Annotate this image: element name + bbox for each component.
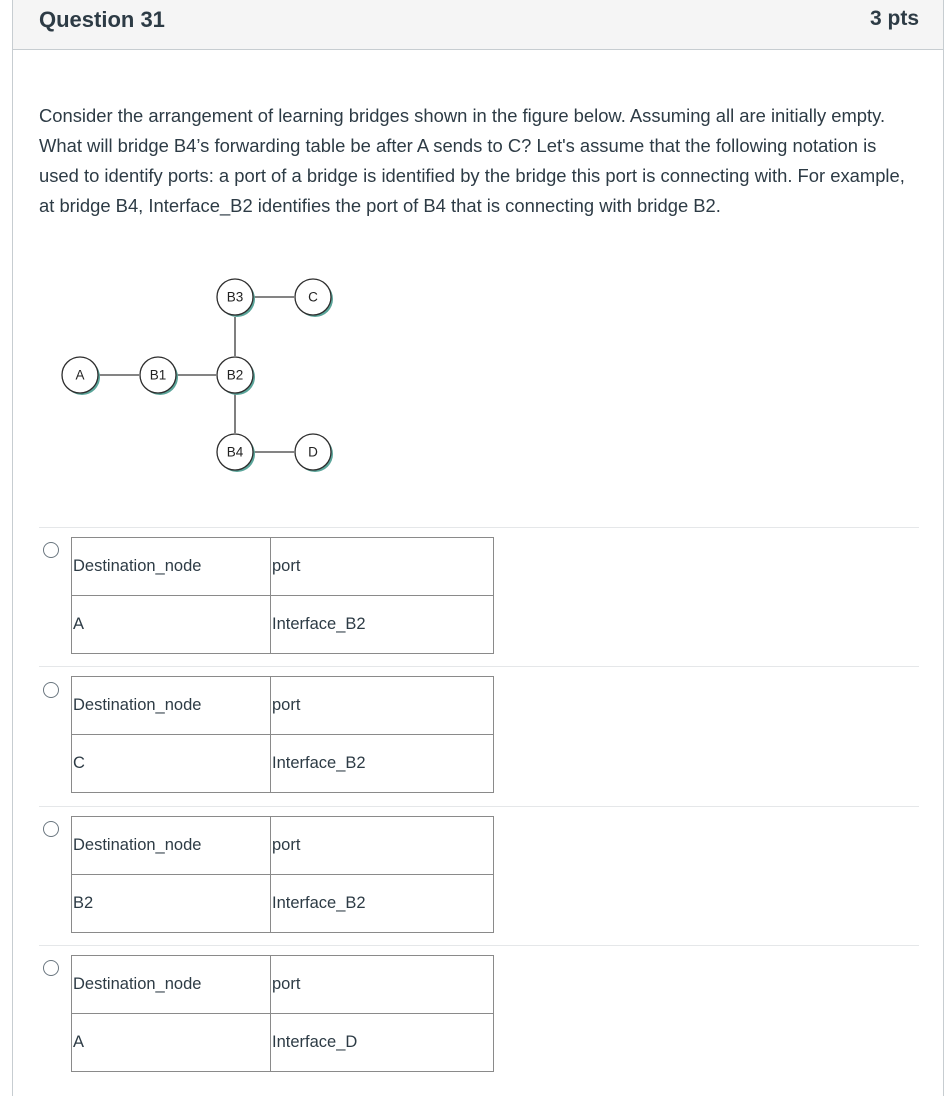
svg-text:C: C bbox=[308, 289, 318, 305]
node-a bbox=[62, 357, 100, 395]
answer-divider bbox=[39, 806, 919, 807]
svg-text:D: D bbox=[308, 444, 318, 460]
table-cell: C bbox=[72, 735, 271, 793]
answer-radio-4[interactable] bbox=[43, 960, 59, 976]
answer-radio-3[interactable] bbox=[43, 821, 59, 837]
svg-text:B1: B1 bbox=[149, 367, 167, 383]
node-b3 bbox=[217, 279, 255, 317]
question-text: Consider the arrangement of learning bridges shown in the figure below. Assuming all are initially empty. What will bridge B4’s forwarding table be after A sends to C? Let's assume that the following notation is used to identify ports: a port of a bridge is identified by the bridge this port is connecting with. For example, at bridge B4, Interface_B2 identifies the port of B4 that is connecting with bridge B2. bbox=[39, 105, 905, 216]
answer-radio-1[interactable] bbox=[43, 542, 59, 558]
table-row bbox=[72, 956, 494, 1014]
table-row bbox=[72, 1014, 494, 1072]
table-row bbox=[72, 538, 494, 596]
table-cell: port bbox=[271, 538, 494, 596]
table-cell: Destination_node bbox=[72, 956, 271, 1014]
node-b1 bbox=[140, 357, 178, 395]
table-cell: Destination_node bbox=[72, 817, 271, 875]
table-row bbox=[72, 677, 494, 735]
table-cell: A bbox=[72, 596, 271, 654]
table-cell: B2 bbox=[72, 875, 271, 933]
table-cell: Interface_D bbox=[271, 1014, 494, 1072]
svg-text:A: A bbox=[75, 367, 85, 383]
question-header bbox=[13, 0, 943, 50]
answer-table-3 bbox=[71, 816, 494, 933]
answer-radio-2[interactable] bbox=[43, 682, 59, 698]
table-row bbox=[72, 875, 494, 933]
table-row bbox=[72, 817, 494, 875]
question-card bbox=[12, 0, 944, 1096]
node-d bbox=[295, 434, 333, 472]
answer-table-1 bbox=[71, 537, 494, 654]
table-cell: Interface_B2 bbox=[271, 875, 494, 933]
svg-text:B2: B2 bbox=[226, 367, 244, 383]
table-cell: port bbox=[271, 956, 494, 1014]
question-points: 3 pts bbox=[869, 7, 919, 30]
table-row bbox=[72, 735, 494, 793]
bridge-diagram bbox=[46, 278, 346, 478]
svg-text:B4: B4 bbox=[226, 444, 244, 460]
answer-divider bbox=[39, 666, 919, 667]
svg-text:B3: B3 bbox=[226, 289, 244, 305]
answer-divider bbox=[39, 527, 919, 528]
table-cell: Interface_B2 bbox=[271, 596, 494, 654]
table-cell: A bbox=[72, 1014, 271, 1072]
node-c bbox=[295, 279, 333, 317]
table-cell: Destination_node bbox=[72, 677, 271, 735]
node-b4 bbox=[217, 434, 255, 472]
table-cell: port bbox=[271, 817, 494, 875]
table-cell: Interface_B2 bbox=[271, 735, 494, 793]
question-title: Question 31 bbox=[39, 7, 165, 32]
node-b2 bbox=[217, 357, 255, 395]
answer-table-2 bbox=[71, 676, 494, 793]
answer-table-4 bbox=[71, 955, 494, 1072]
table-cell: port bbox=[271, 677, 494, 735]
table-row bbox=[72, 596, 494, 654]
table-cell: Destination_node bbox=[72, 538, 271, 596]
answer-divider bbox=[39, 945, 919, 946]
